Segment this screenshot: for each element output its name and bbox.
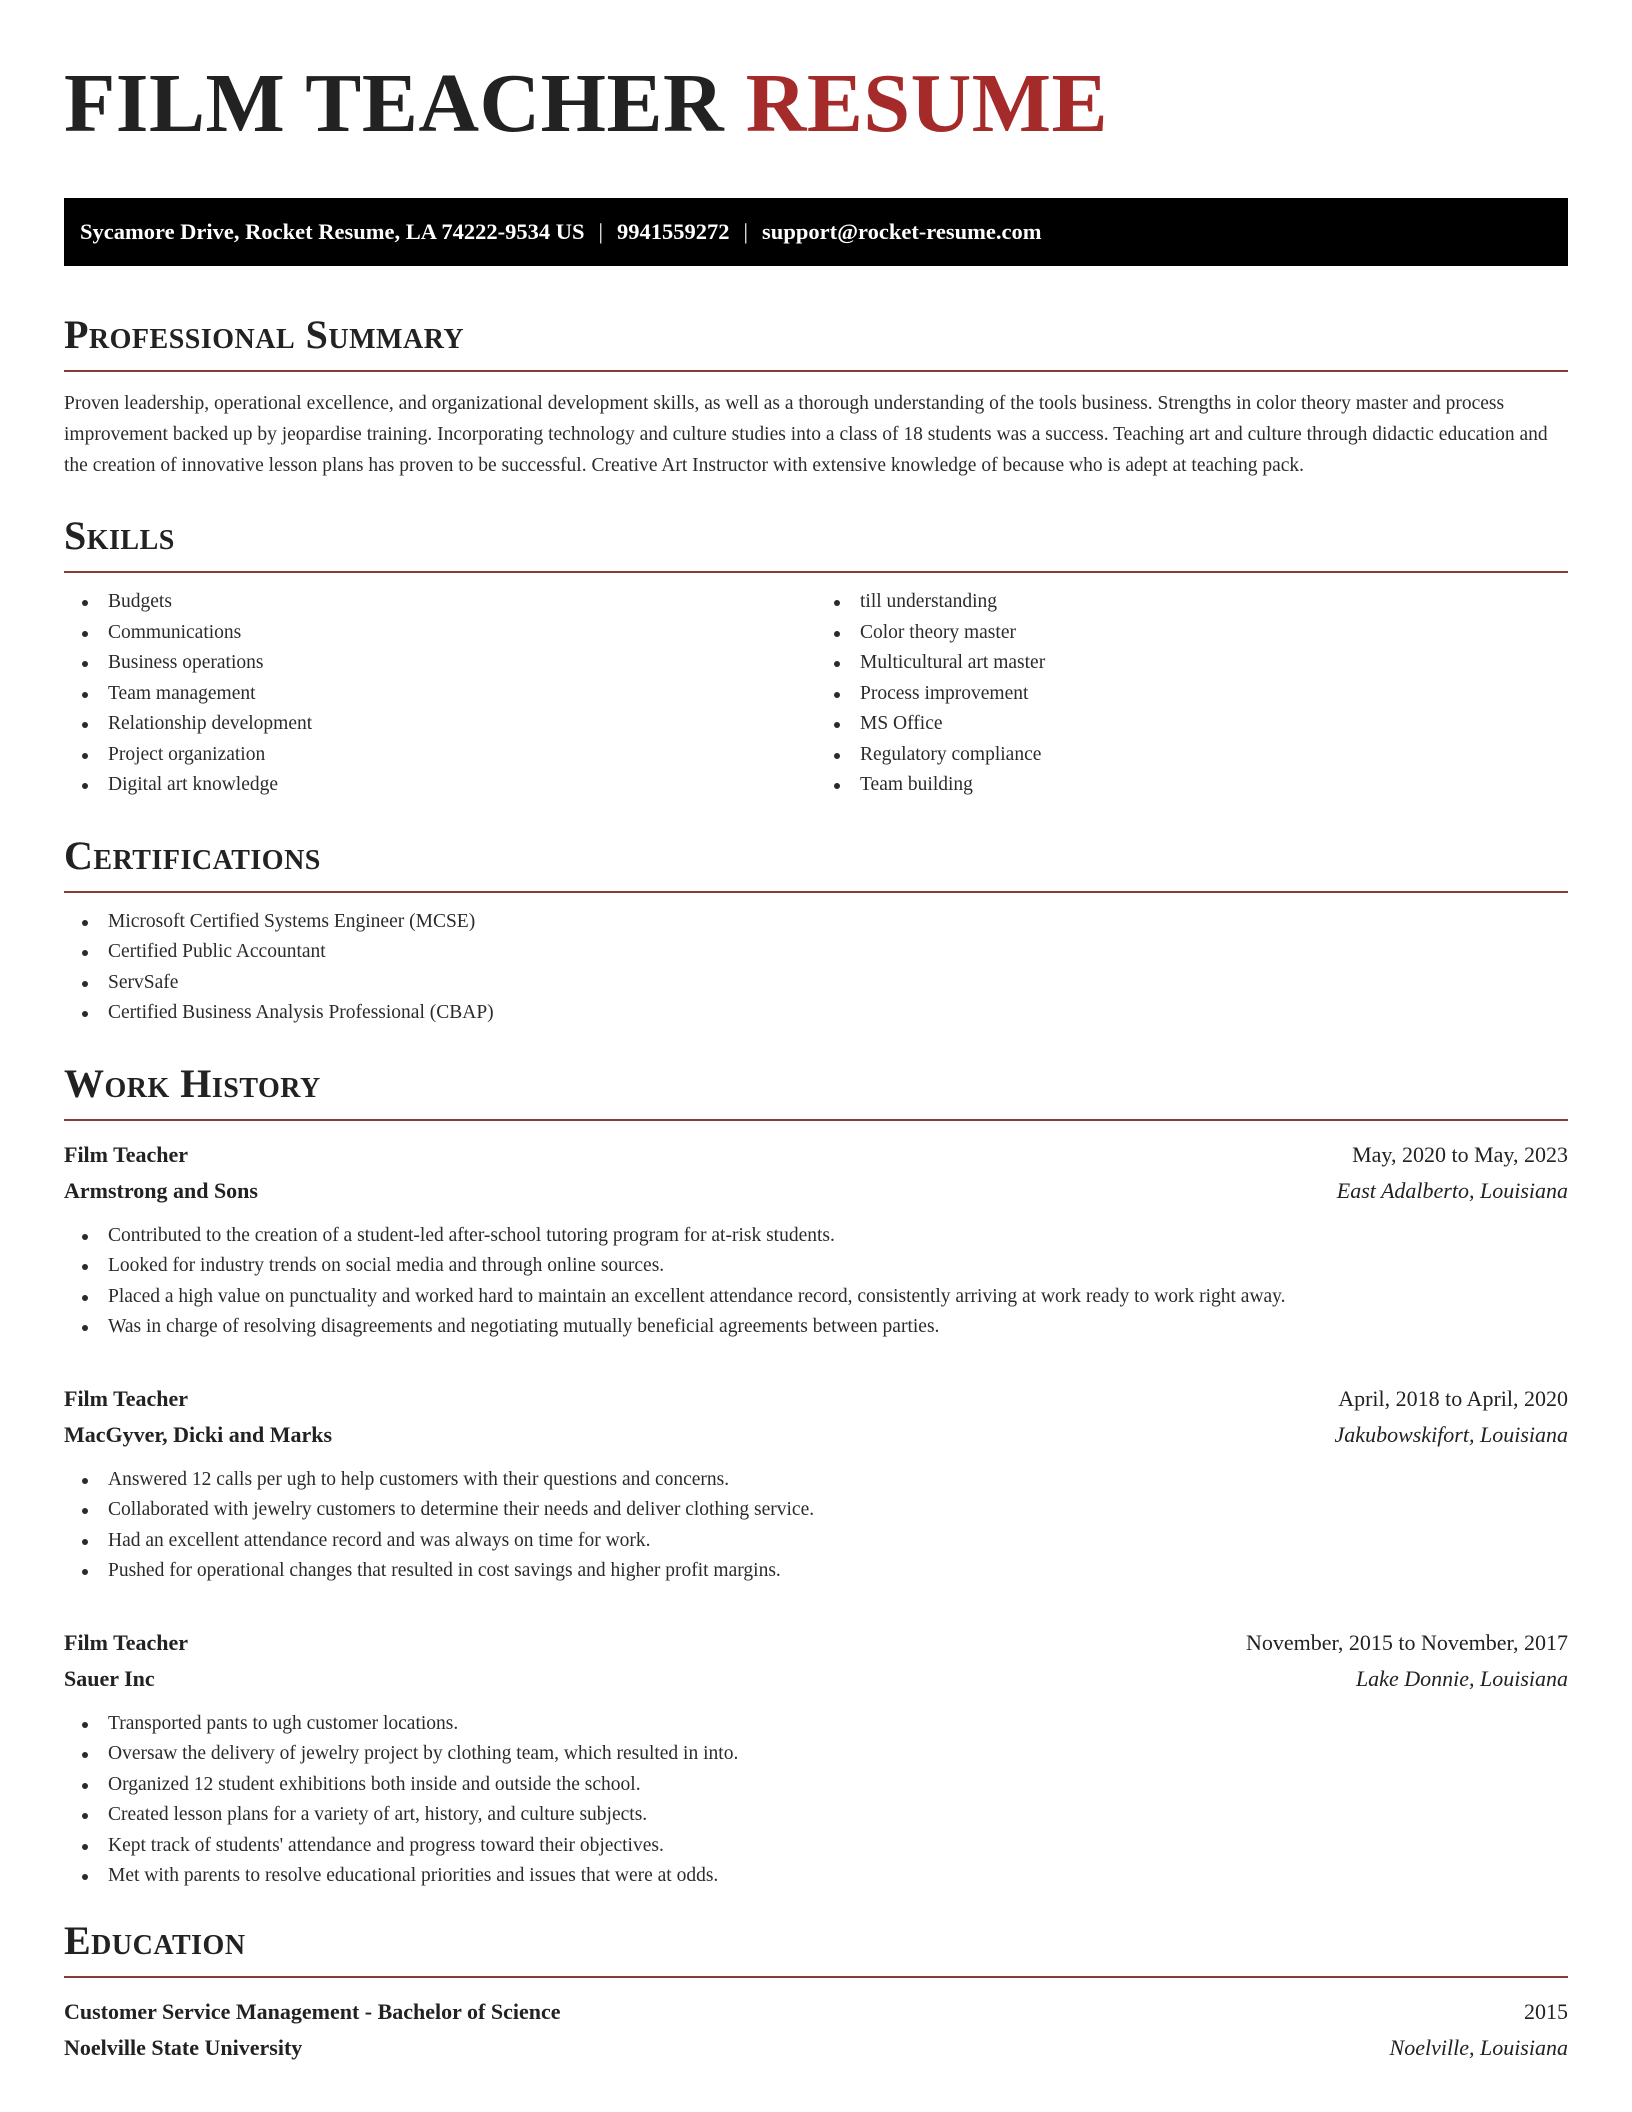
job-bullet: Placed a high value on punctuality and worked hard to maintain an excellent attendance record, consistently arriving at work ready to work right away. (64, 1282, 1568, 1313)
education-entry (64, 1994, 1568, 2066)
job-bullet: Oversaw the delivery of jewelry project by clothing team, which resulted in into. (64, 1739, 1568, 1770)
job-bullet: Met with parents to resolve educational priorities and issues that were at odds. (64, 1861, 1568, 1892)
education-year: 2015 (1524, 1998, 1568, 2024)
title-main: FILM TEACHER (64, 57, 725, 150)
skill-item: till understanding (816, 587, 1568, 618)
certifications-list (64, 907, 1568, 1029)
job-header-row (64, 1381, 1568, 1417)
skill-item: Team management (64, 679, 816, 710)
education-degree: Customer Service Management - Bachelor of Science (64, 1998, 561, 2024)
skill-item: Project organization (64, 740, 816, 771)
job-entry (64, 1625, 1568, 1892)
job-company-row (64, 1173, 1568, 1209)
skill-item: Process improvement (816, 679, 1568, 710)
job-title: Film Teacher (64, 1141, 189, 1167)
job-location: Lake Donnie, Louisiana (1355, 1665, 1568, 1691)
education-location: Noelville, Louisiana (1389, 2034, 1568, 2060)
skills-list-left (64, 587, 816, 801)
job-header-row (64, 1137, 1568, 1173)
certification-item: Microsoft Certified Systems Engineer (MCSE) (64, 907, 1568, 938)
job-dates: May, 2020 to May, 2023 (1352, 1141, 1568, 1167)
work-history-heading: Work History (64, 1061, 1568, 1121)
certifications-heading: Certifications (64, 833, 1568, 893)
certification-item: Certified Public Accountant (64, 937, 1568, 968)
skill-item: Communications (64, 618, 816, 649)
job-bullet: Kept track of students' attendance and progress toward their objectives. (64, 1831, 1568, 1862)
job-company-row (64, 1417, 1568, 1453)
job-entry (64, 1137, 1568, 1343)
job-bullet: Created lesson plans for a variety of art, history, and culture subjects. (64, 1800, 1568, 1831)
job-dates: April, 2018 to April, 2020 (1338, 1385, 1568, 1411)
summary-text: Proven leadership, operational excellence, and organizational development skills, as well as a thorough understanding of the tools business. Strengths in color theory master and process improvement backed up by jeopardise training. Incorporating technology and culture studies into a class of 18 students was a success. Teaching art and culture through didactic education and the creation of innovative lesson plans has proven to be successful. Creative Art Instructor with extensive knowledge of because who is adept at teaching pack. (64, 393, 1548, 476)
skill-item: Digital art knowledge (64, 770, 816, 801)
summary-section (64, 312, 1568, 481)
job-dates: November, 2015 to November, 2017 (1245, 1629, 1568, 1655)
job-company: Sauer Inc (64, 1665, 155, 1691)
education-section (64, 1918, 1568, 2066)
job-company-row (64, 1661, 1568, 1697)
contact-separator: | (598, 219, 604, 244)
contact-email[interactable]: support@rocket-resume.com (762, 219, 1042, 244)
contact-bar (64, 198, 1568, 266)
education-school-row (64, 2030, 1568, 2066)
job-bullet: Transported pants to ugh customer locations. (64, 1709, 1568, 1740)
contact-address: Sycamore Drive, Rocket Resume, LA 74222-9534 US (80, 219, 585, 244)
job-company: MacGyver, Dicki and Marks (64, 1421, 333, 1447)
job-bullet: Answered 12 calls per ugh to help customers with their questions and concerns. (64, 1465, 1568, 1496)
job-bullet: Looked for industry trends on social media and through online sources. (64, 1251, 1568, 1282)
skills-heading: Skills (64, 513, 1568, 573)
skills-grid (64, 573, 1568, 801)
job-title: Film Teacher (64, 1629, 189, 1655)
job-title: Film Teacher (64, 1385, 189, 1411)
job-bullets (64, 1221, 1568, 1343)
job-bullets (64, 1709, 1568, 1892)
skill-item: Regulatory compliance (816, 740, 1568, 771)
skill-item: Color theory master (816, 618, 1568, 649)
skill-item: Multicultural art master (816, 648, 1568, 679)
education-school: Noelville State University (64, 2034, 303, 2060)
job-bullet: Was in charge of resolving disagreements and negotiating mutually beneficial agreements between parties. (64, 1312, 1568, 1343)
job-bullet: Had an excellent attendance record and was always on time for work. (64, 1526, 1568, 1557)
certifications-section (64, 833, 1568, 1029)
job-header-row (64, 1625, 1568, 1661)
job-entry (64, 1381, 1568, 1587)
contact-separator: | (743, 219, 749, 244)
job-bullets (64, 1465, 1568, 1587)
job-bullet: Organized 12 student exhibitions both inside and outside the school. (64, 1770, 1568, 1801)
certification-item: Certified Business Analysis Professional (CBAP) (64, 998, 1568, 1029)
certification-item: ServSafe (64, 968, 1568, 999)
job-location: East Adalberto, Louisiana (1336, 1177, 1568, 1203)
work-history-section (64, 1061, 1568, 1892)
skill-item: Team building (816, 770, 1568, 801)
job-company: Armstrong and Sons (64, 1177, 258, 1203)
education-heading: Education (64, 1918, 1568, 1978)
education-degree-row (64, 1994, 1568, 2030)
job-bullet: Contributed to the creation of a student-led after-school tutoring program for at-risk students. (64, 1221, 1568, 1252)
job-location: Jakubowskifort, Louisiana (1334, 1421, 1568, 1447)
skills-section (64, 513, 1568, 801)
contact-phone: 9941559272 (617, 219, 730, 244)
skill-item: Relationship development (64, 709, 816, 740)
skill-item: MS Office (816, 709, 1568, 740)
job-bullet: Collaborated with jewelry customers to determine their needs and deliver clothing service. (64, 1495, 1568, 1526)
summary-heading: Professional Summary (64, 312, 1568, 372)
skill-item: Budgets (64, 587, 816, 618)
job-bullet: Pushed for operational changes that resulted in cost savings and higher profit margins. (64, 1556, 1568, 1587)
resume-title (64, 56, 1568, 152)
skill-item: Business operations (64, 648, 816, 679)
title-accent: RESUME (745, 57, 1109, 150)
skills-list-right (816, 587, 1568, 801)
